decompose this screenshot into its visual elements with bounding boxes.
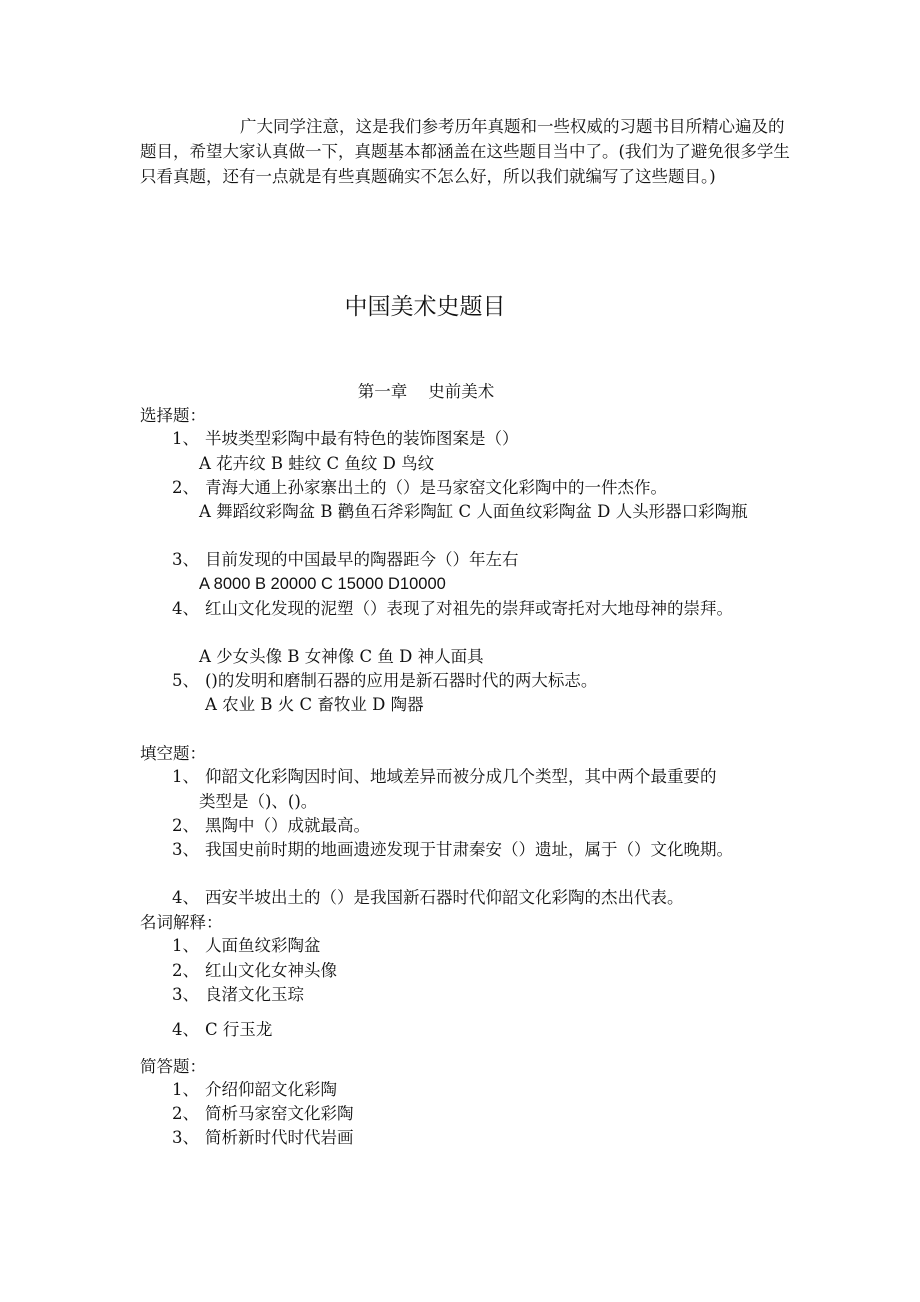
fill-question-1	[172, 764, 717, 789]
question-text: 黑陶中（）成就最高。	[205, 816, 370, 835]
question-text: 青海大通上孙家寨出土的（）是马家窑文化彩陶中的一件杰作。	[205, 478, 667, 497]
term-item-1	[172, 933, 321, 958]
question-number: 2、	[172, 816, 199, 835]
item-text: 红山文化女神头像	[205, 961, 337, 980]
choice-options-1: A 花卉纹 B 蛙纹 C 鱼纹 D 鸟纹	[199, 454, 435, 473]
choice-question-5	[172, 668, 597, 693]
item-number: 2、	[172, 961, 199, 980]
fill-question-4	[172, 885, 684, 910]
short-item-1	[172, 1077, 337, 1102]
question-number: 1、	[172, 767, 199, 786]
intro-paragraph: 广大同学注意，这是我们参考历年真题和一些权威的习题书目所精心遍及的题目，希望大家认真做一下，真题基本都涵盖在这些题目当中了。(我们为了避免很多学生只看真题，还有一点就是有些真题确实不怎么好，所以我们就编写了这些题目。)	[140, 117, 790, 186]
question-text: 西安半坡出土的（）是我国新石器时代仰韶文化彩陶的杰出代表。	[205, 888, 684, 907]
item-text: 良渚文化玉琮	[205, 985, 304, 1004]
item-text: 简析新时代时代岩画	[205, 1128, 354, 1147]
choice-options-2: A 舞蹈纹彩陶盆 B 鹳鱼石斧彩陶缸 C 人面鱼纹彩陶盆 D 人头形器口彩陶瓶	[199, 502, 748, 521]
question-number: 4、	[172, 888, 199, 907]
choice-question-3	[172, 547, 519, 572]
item-number: 1、	[172, 1080, 199, 1099]
item-number: 3、	[172, 985, 199, 1004]
terms-section-label: 名词解释：	[140, 913, 223, 932]
choice-options-3: A 8000 B 20000 C 15000 D10000	[199, 575, 446, 593]
choice-options-4: A 少女头像 B 女神像 C 鱼 D 神人面具	[199, 647, 484, 666]
term-item-3	[172, 982, 304, 1007]
document-title: 中国美术史题目	[344, 294, 506, 320]
item-number: 1、	[172, 936, 199, 955]
choice-question-2	[172, 475, 667, 500]
question-text: 红山文化发现的泥塑（）表现了对祖先的崇拜或寄托对大地母神的崇拜。	[205, 599, 733, 618]
fill-question-1-continued: 类型是（)、()。	[199, 792, 318, 811]
chapter-heading: 第一章 史前美术	[357, 382, 495, 401]
item-text: 人面鱼纹彩陶盆	[205, 936, 321, 955]
item-text: C 行玉龙	[205, 1020, 273, 1039]
term-item-2	[172, 958, 337, 983]
fill-question-3	[172, 837, 733, 862]
question-text: 目前发现的中国最早的陶器距今（）年左右	[205, 550, 519, 569]
item-number: 3、	[172, 1128, 199, 1147]
question-number: 4、	[172, 599, 199, 618]
fill-section-label: 填空题：	[140, 744, 206, 763]
question-number: 3、	[172, 840, 199, 859]
question-text: 我国史前时期的地画遗迹发现于甘肃秦安（）遗址，属于（）文化晚期。	[205, 840, 733, 859]
question-number: 3、	[172, 550, 199, 569]
item-number: 4、	[172, 1020, 199, 1039]
fill-question-2	[172, 813, 370, 838]
short-item-2	[172, 1101, 354, 1126]
question-number: 1、	[172, 429, 199, 448]
choice-question-1	[172, 426, 519, 451]
item-number: 2、	[172, 1104, 199, 1123]
question-text: ()的发明和磨制石器的应用是新石器时代的两大标志。	[205, 671, 598, 690]
question-number: 2、	[172, 478, 199, 497]
choice-options-5: A 农业 B 火 C 畜牧业 D 陶器	[205, 695, 424, 714]
item-text: 简析马家窑文化彩陶	[205, 1104, 354, 1123]
short-item-3	[172, 1125, 354, 1150]
question-number: 5、	[172, 671, 199, 690]
question-text: 半坡类型彩陶中最有特色的装饰图案是（）	[205, 429, 519, 448]
item-text: 介绍仰韶文化彩陶	[205, 1080, 337, 1099]
choice-section-label: 选择题：	[140, 406, 206, 425]
choice-question-4	[172, 596, 733, 621]
short-section-label: 简答题：	[140, 1057, 206, 1076]
question-text: 仰韶文化彩陶因时间、地域差异而被分成几个类型，其中两个最重要的	[205, 767, 717, 786]
term-item-4	[172, 1017, 272, 1042]
